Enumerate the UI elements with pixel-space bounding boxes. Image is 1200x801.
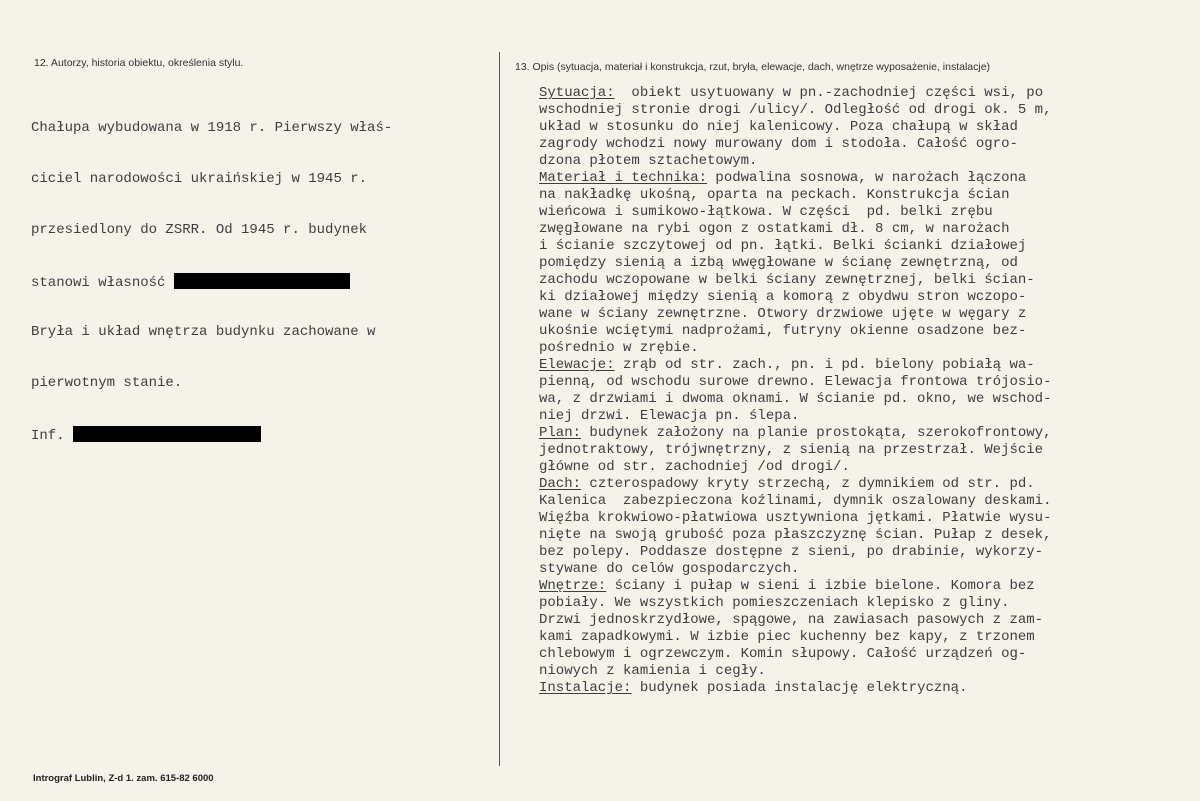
right-section-header: 13. Opis (sytuacja, materiał i konstrukcja, rzut, bryła, elewacje, dach, wnętrze wyposażenie, instalacje) [515, 61, 991, 73]
line-text: zagrody wchodzi nowy murowany dom i stodoła. Całość ogro- [539, 136, 1018, 152]
right-line [539, 629, 1052, 646]
right-line [539, 85, 1052, 102]
right-line [539, 289, 1052, 306]
right-line [539, 153, 1052, 170]
line-text: i ścianie szczytowej od pn. łątki. Belki ścianki działowej [539, 238, 1027, 254]
line-text: wieńcowa i sumikowo-łątkowa. W części pd. belki zrębu [539, 204, 993, 220]
right-line [539, 340, 1052, 357]
line-text: czterospadowy kryty strzechą, z dymnikiem od str. pd. [581, 476, 1035, 492]
right-line [539, 680, 1052, 697]
line-text: pośrednio w zrębie. [539, 340, 699, 356]
line-text: pienną, od wschodu surowe drewno. Elewacja frontowa trójosio- [539, 374, 1052, 390]
line-text: obiekt usytuowany w pn.-zachodniej części wsi, po [614, 85, 1044, 101]
right-line [539, 544, 1052, 561]
line-text: chlebowym i ogrzewczym. Komin słupowy. Całość urządzeń og- [539, 646, 1027, 662]
right-line [539, 238, 1052, 255]
left-line: ciciel narodowości ukraińskiej w 1945 r. [31, 171, 368, 187]
line-text: na nakładkę ukośną, oparta na peckach. Konstrukcja ścian [539, 187, 1010, 203]
right-line [539, 612, 1052, 629]
left-section-text [31, 86, 392, 477]
line-text: Kalenica zabezpieczona koźlinami, dymnik oszalowany deskami. [539, 493, 1052, 509]
line-text: dzona płotem sztachetowym. [539, 153, 758, 169]
line-text: zwęgłowane na rybi ogon z ostatkami dł. 8 cm, w narożach [539, 221, 1010, 237]
right-line [539, 221, 1052, 238]
right-line [539, 459, 1052, 476]
left-line: przesiedlony do ZSRR. Od 1945 r. budynek [31, 222, 368, 238]
line-text: niowych z kamienia i cegły. [539, 663, 766, 679]
section-label: Dach: [539, 476, 582, 492]
line-text: jednotraktowy, trójwnętrzny, z sienią na przestrzał. Wejście [539, 442, 1044, 458]
left-line: Bryła i układ wnętrza budynku zachowane w [31, 324, 376, 340]
line-text: pomiędzy sienią a izbą wwęgłowane w ścianę zewnętrzną, od [539, 255, 1018, 271]
section-label: Sytuacja: [539, 85, 615, 101]
left-line-with-redaction [31, 273, 392, 290]
line-text: wa, z drzwiami i dwoma oknami. W ścianie pd. okno, we wschod- [539, 391, 1052, 407]
right-line [539, 391, 1052, 408]
line-text: budynek założony na planie prostokąta, szerokofrontowy, [581, 425, 1052, 441]
right-line [539, 476, 1052, 493]
line-text: kami zapadkowymi. W izbie piec kuchenny bez kapy, z trzonem [539, 629, 1035, 645]
line-text: ściany i pułap w sieni i izbie bielone. Komora bez [606, 578, 1035, 594]
right-line [539, 187, 1052, 204]
right-line [539, 578, 1052, 595]
line-text: ki działowej między sienią a komorą z obydwu stron wczopo- [539, 289, 1027, 305]
line-text: ukośnie wciętymi nadprożami, futryny okienne osadzone bez- [539, 323, 1027, 339]
section-label: Wnętrze: [539, 578, 607, 594]
line-text: wane w ściany zewnętrzne. Otwory drzwiowe ujęte w węgary z [539, 306, 1027, 322]
right-line [539, 425, 1052, 442]
right-line [539, 102, 1052, 119]
section-label: Plan: [539, 425, 582, 441]
left-line: Inf. [31, 428, 65, 444]
right-line [539, 323, 1052, 340]
right-section-text [539, 85, 1052, 697]
line-text: główne od str. zachodniej /od drogi/. [539, 459, 850, 475]
right-line [539, 595, 1052, 612]
line-text: stywane do celów gospodarczych. [539, 561, 800, 577]
line-text: Drzwi jednoskrzydłowe, spągowe, na zawiasach pasowych z zam- [539, 612, 1044, 628]
right-line [539, 136, 1052, 153]
right-line [539, 272, 1052, 289]
redaction-bar [73, 426, 261, 442]
print-footer: Intrograf Lublin, Z-d 1. zam. 615-82 6000 [33, 773, 214, 784]
line-text: wschodniej stronie drogi /ulicy/. Odległość od drogi ok. 5 m, [539, 102, 1052, 118]
line-text: niej drzwi. Elewacja pn. ślepa. [539, 408, 800, 424]
left-section-header: 12. Autorzy, historia obiektu, określenia stylu. [34, 57, 244, 69]
right-line [539, 493, 1052, 510]
line-text: Więźba krokwiowo-płatwiowa usztywniona jętkami. Płatwie wysu- [539, 510, 1052, 526]
right-line [539, 527, 1052, 544]
left-line: Chałupa wybudowana w 1918 r. Pierwszy właś- [31, 120, 393, 136]
section-label: Materiał i technika: [539, 170, 708, 186]
line-text: bez polepy. Poddasze dostępne z sieni, po drabinie, wykorzy- [539, 544, 1044, 560]
left-line: pierwotnym stanie. [31, 375, 183, 391]
left-line-with-redaction [31, 426, 392, 443]
section-label: Instalacje: [539, 680, 632, 696]
redaction-bar [174, 273, 350, 289]
right-line [539, 357, 1052, 374]
right-line [539, 408, 1052, 425]
line-text: nięte na swoją grubość poza płaszczyznę ścian. Pułap z desek, [539, 527, 1052, 543]
line-text: zrąb od str. zach., pn. i pd. bielony pobiałą wa- [614, 357, 1035, 373]
line-text: budynek posiada instalację elektryczną. [631, 680, 968, 696]
line-text: pobiały. We wszystkich pomieszczeniach klepisko z gliny. [539, 595, 1010, 611]
right-line [539, 374, 1052, 391]
right-line [539, 561, 1052, 578]
right-line [539, 510, 1052, 527]
right-line [539, 255, 1052, 272]
right-line [539, 170, 1052, 187]
line-text: układ w stosunku do niej kalenicowy. Poza chałupą w skład [539, 119, 1018, 135]
line-text: zachodu wczopowane w belki ściany zewnętrznej, belki ścian- [539, 272, 1035, 288]
right-line [539, 442, 1052, 459]
right-line [539, 663, 1052, 680]
right-line [539, 306, 1052, 323]
column-divider [499, 52, 500, 766]
line-text: podwalina sosnowa, w narożach łączona [707, 170, 1027, 186]
right-line [539, 204, 1052, 221]
left-line: stanowi własność [31, 275, 166, 291]
right-line [539, 646, 1052, 663]
section-label: Elewacje: [539, 357, 615, 373]
right-line [539, 119, 1052, 136]
